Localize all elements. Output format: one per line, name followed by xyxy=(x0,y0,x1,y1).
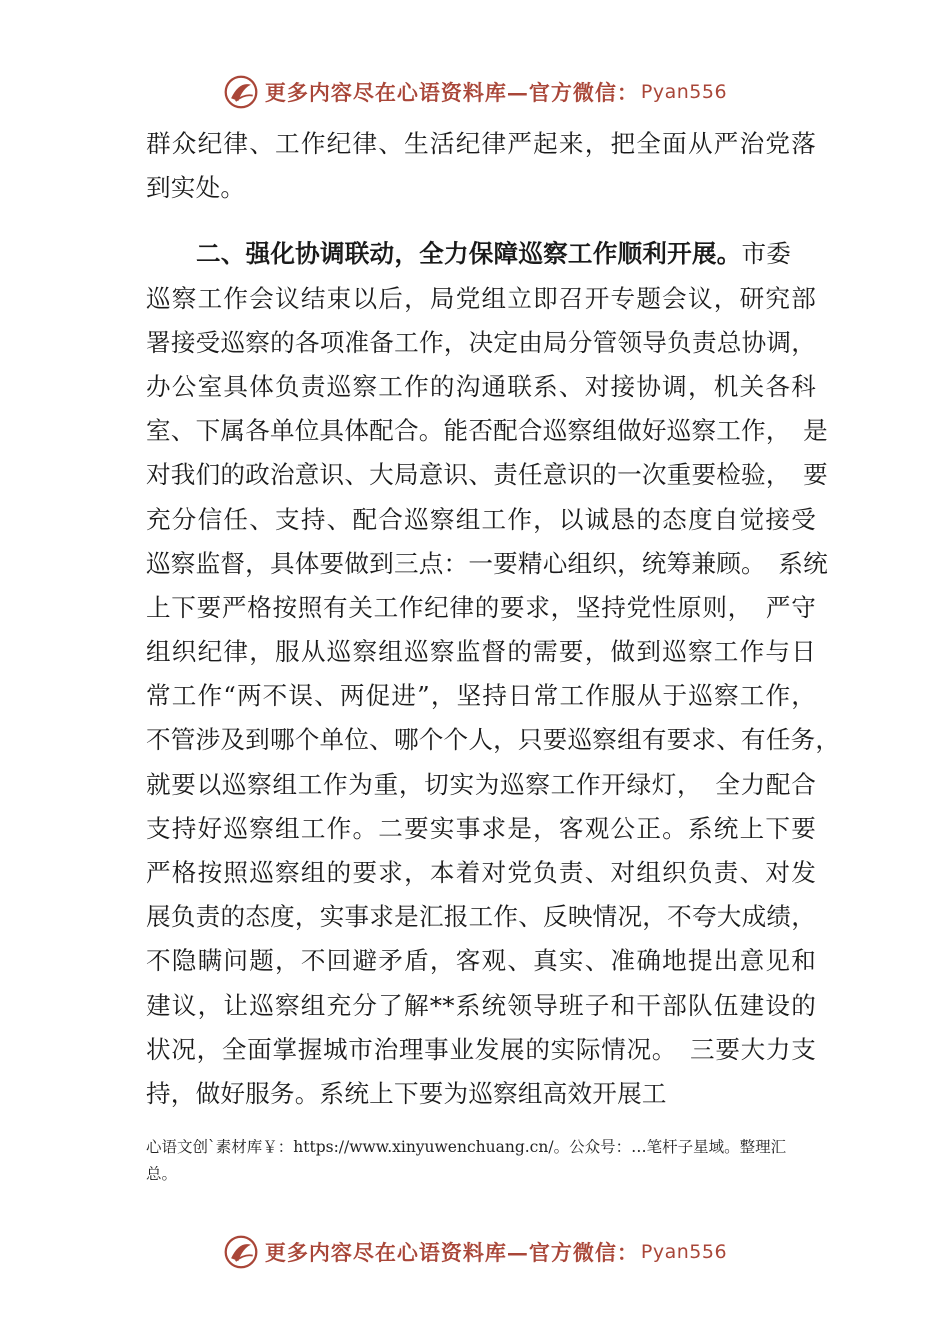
paragraph-line: 上下要严格按照有关工作纪律的要求，坚持党性原则， 严守 xyxy=(146,592,816,622)
footer-banner xyxy=(0,1230,950,1274)
paragraph-line: 办公室具体负责巡察工作的沟通联系、对接协调，机关各科 xyxy=(146,371,816,401)
source-note xyxy=(146,1134,836,1188)
paragraph-line: 常工作“两不误、两促进”，坚持日常工作服从于巡察工作， xyxy=(146,681,816,711)
footer-banner-text: 更多内容尽在心语资料库—官方微信： xyxy=(264,1240,639,1265)
paragraph-line: 持，做好服务。系统上下要为巡察组高效开展工 xyxy=(146,1078,667,1108)
paragraph-line: 支持好巡察组工作。二要实事求是，客观公正。系统上下要 xyxy=(146,813,816,843)
section-heading-tail: 市委 xyxy=(741,239,792,269)
paragraph-line: 就要以巡察组工作为重，切实为巡察工作开绿灯， 全力配合 xyxy=(146,769,816,799)
source-note-line: 心语文创`素材库￥：https://www.xinyuwenchuang.cn/。公众号：…笔杆子星域。整理汇 xyxy=(146,1138,787,1156)
logo-icon xyxy=(223,1234,259,1270)
paragraph-line: 展负责的态度，实事求是汇报工作、反映情况，不夸大成绩， xyxy=(146,902,816,932)
paragraph-line: 室、下属各单位具体配合。能否配合巡察组做好巡察工作， 是 xyxy=(146,416,828,446)
header-banner xyxy=(0,70,950,114)
header-banner-text: 更多内容尽在心语资料库—官方微信： xyxy=(264,80,639,105)
source-note-line: 总。 xyxy=(146,1165,178,1183)
paragraph-line: 充分信任、支持、配合巡察组工作，以诚恳的态度自觉接受 xyxy=(146,504,816,534)
paragraph-line: 状况，全面掌握城市治理事业发展的实际情况。 三要大力支 xyxy=(146,1034,816,1064)
document-body xyxy=(146,122,841,1116)
paragraph-line: 建议，让巡察组充分了解**系统领导班子和干部队伍建设的 xyxy=(146,990,816,1020)
paragraph-line: 群众纪律、工作纪律、生活纪律严起来，把全面从严治党落 xyxy=(146,129,816,158)
paragraph-line: 组织纪律，服从巡察组巡察监督的需要，做到巡察工作与日 xyxy=(146,637,816,667)
paragraph-line: 对我们的政治意识、大局意识、责任意识的一次重要检验， 要 xyxy=(146,460,828,490)
paragraph-line: 不隐瞒问题，不回避矛盾，客观、真实、准确地提出意见和 xyxy=(146,946,816,976)
paragraph-line: 巡察工作会议结束以后，局党组立即召开专题会议，研究部 xyxy=(146,283,816,313)
paragraph-line: 严格按照巡察组的要求，本着对党负责、对组织负责、对发 xyxy=(146,858,816,887)
paragraph-line: 巡察监督，具体要做到三点：一要精心组织，统筹兼顾。 系统 xyxy=(146,548,828,578)
paragraph-line: 署接受巡察的各项准备工作，决定由局分管领导负责总协调， xyxy=(146,327,816,357)
header-wechat-id: Pyan556 xyxy=(640,81,728,103)
logo-icon xyxy=(223,74,259,110)
paragraph-line: 不管涉及到哪个单位、哪个个人，只要巡察组有要求、有任务， xyxy=(146,725,841,755)
section-heading: 二、强化协调联动，全力保障巡察工作顺利开展。 xyxy=(196,239,742,269)
section-heading-line xyxy=(146,232,816,276)
footer-wechat-id: Pyan556 xyxy=(640,1241,728,1263)
paragraph-line: 到实处。 xyxy=(146,173,246,203)
